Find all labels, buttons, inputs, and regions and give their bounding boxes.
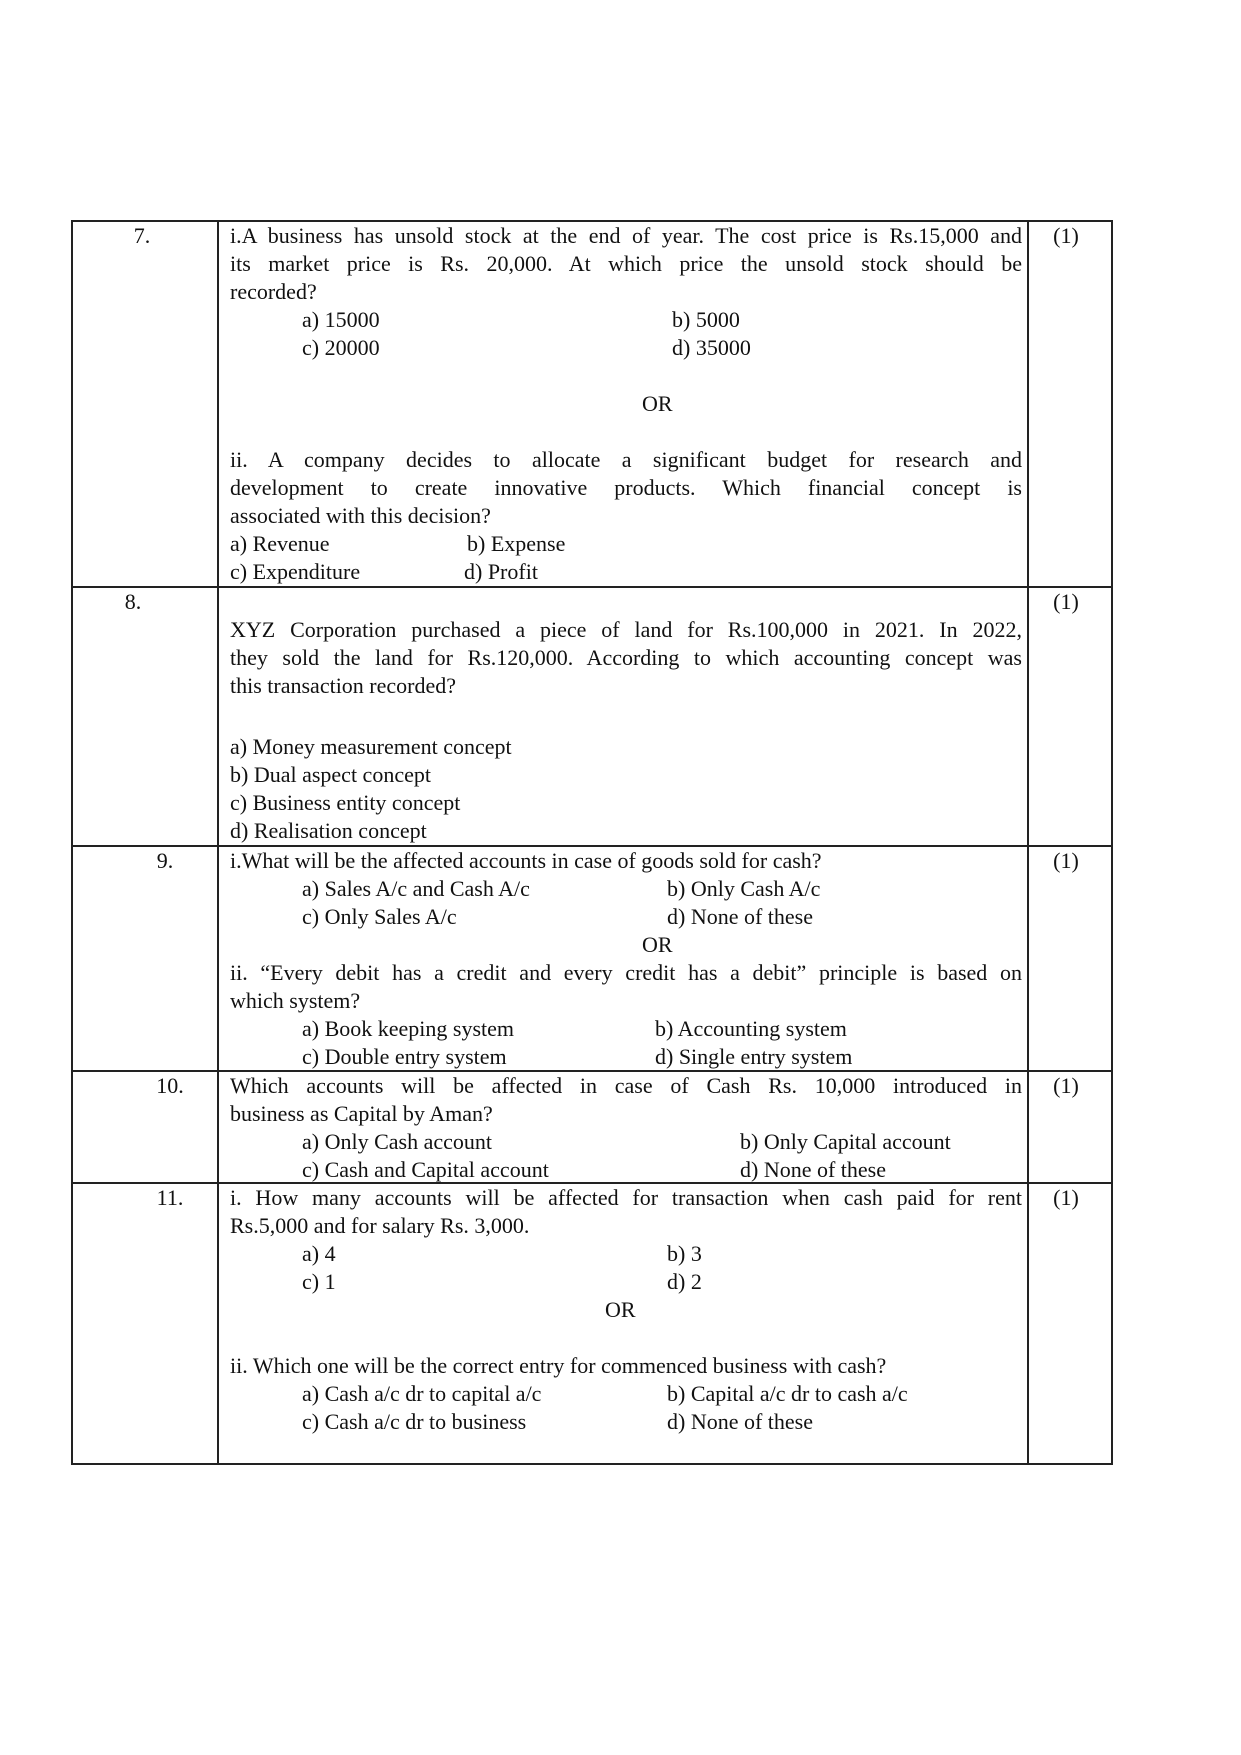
- q11-text-line-1: i. How many accounts will be affected for transaction when cash paid for rent: [230, 1185, 1022, 1210]
- q10-option-a: a) Only Cash account: [302, 1129, 492, 1154]
- q10-option-d: d) None of these: [740, 1157, 887, 1182]
- q11-text-line-2: Rs.5,000 and for salary Rs. 3,000.: [230, 1213, 530, 1238]
- row-divider-7-8: [71, 586, 1113, 588]
- q9-alt-option-a: a) Book keeping system: [302, 1016, 515, 1041]
- question-number-9: 9.: [156, 848, 174, 873]
- column-divider-marks: [1027, 220, 1029, 1464]
- question-number-8: 8.: [124, 589, 142, 614]
- q7-or-separator: OR: [642, 391, 673, 416]
- q7-option-b: b) 5000: [672, 307, 740, 332]
- q8-option-b: b) Dual aspect concept: [230, 762, 431, 787]
- table-border-right: [1111, 220, 1113, 1464]
- q9-option-d: d) None of these: [667, 904, 814, 929]
- q7-option-c: c) 20000: [302, 335, 380, 360]
- q11-alt-option-a: a) Cash a/c dr to capital a/c: [302, 1381, 542, 1406]
- q11-option-d: d) 2: [667, 1269, 702, 1294]
- q8-text-line-3: this transaction recorded?: [230, 673, 457, 698]
- table-border-bottom: [71, 1463, 1113, 1465]
- q9-alt-option-b: b) Accounting system: [655, 1016, 847, 1041]
- q9-option-b: b) Only Cash A/c: [667, 876, 821, 901]
- marks-q11: (1): [1053, 1185, 1079, 1210]
- q8-option-d: d) Realisation concept: [230, 818, 427, 843]
- marks-q8: (1): [1053, 589, 1079, 614]
- q9-option-c: c) Only Sales A/c: [302, 904, 457, 929]
- q7-alt-option-a: a) Revenue: [230, 531, 330, 556]
- marks-q7: (1): [1053, 223, 1079, 248]
- q7-alt-option-b: b) Expense: [467, 531, 566, 556]
- q9-alt-option-d: d) Single entry system: [655, 1044, 853, 1069]
- q10-text-line-1: Which accounts will be affected in case of Cash Rs. 10,000 introduced in: [230, 1073, 1022, 1098]
- marks-q9: (1): [1053, 848, 1079, 873]
- q9-alt-text-line-2: which system?: [230, 988, 361, 1013]
- q11-option-b: b) 3: [667, 1241, 702, 1266]
- q7-text-line-2: its market price is Rs. 20,000. At which price the unsold stock should be: [230, 251, 1022, 276]
- q7-alt-option-d: d) Profit: [464, 559, 538, 584]
- q8-text-line-2: they sold the land for Rs.120,000. According to which accounting concept was: [230, 645, 1022, 670]
- q9-text-line-1: i.What will be the affected accounts in case of goods sold for cash?: [230, 848, 822, 873]
- q7-alt-text-line-3: associated with this decision?: [230, 503, 491, 528]
- table-border-left: [71, 220, 73, 1464]
- q11-option-a: a) 4: [302, 1241, 336, 1266]
- q8-option-a: a) Money measurement concept: [230, 734, 512, 759]
- q9-option-a: a) Sales A/c and Cash A/c: [302, 876, 530, 901]
- q7-text-line-1: i.A business has unsold stock at the end of year. The cost price is Rs.15,000 and: [230, 223, 1022, 248]
- question-number-7: 7.: [133, 223, 151, 248]
- marks-q10: (1): [1053, 1073, 1079, 1098]
- q11-alt-text-line-1: ii. Which one will be the correct entry for commenced business with cash?: [230, 1353, 887, 1378]
- q7-text-line-3: recorded?: [230, 279, 317, 304]
- q11-alt-option-d: d) None of these: [667, 1409, 814, 1434]
- q10-text-line-2: business as Capital by Aman?: [230, 1101, 493, 1126]
- q8-text-line-1: XYZ Corporation purchased a piece of land for Rs.100,000 in 2021. In 2022,: [230, 617, 1022, 642]
- q11-option-c: c) 1: [302, 1269, 336, 1294]
- q7-option-d: d) 35000: [672, 335, 751, 360]
- q9-or-separator: OR: [642, 932, 673, 957]
- q7-alt-text-line-2: development to create innovative products. Which financial concept is: [230, 475, 1022, 500]
- q11-alt-option-c: c) Cash a/c dr to business: [302, 1409, 527, 1434]
- q10-option-b: b) Only Capital account: [740, 1129, 951, 1154]
- q10-option-c: c) Cash and Capital account: [302, 1157, 549, 1182]
- question-number-11: 11.: [156, 1185, 184, 1210]
- q7-option-a: a) 15000: [302, 307, 380, 332]
- q8-option-c: c) Business entity concept: [230, 790, 461, 815]
- q9-alt-text-line-1: ii. “Every debit has a credit and every credit has a debit” principle is based on: [230, 960, 1022, 985]
- q7-alt-option-c: c) Expenditure: [230, 559, 361, 584]
- q11-alt-option-b: b) Capital a/c dr to cash a/c: [667, 1381, 908, 1406]
- q9-alt-option-c: c) Double entry system: [302, 1044, 507, 1069]
- question-number-10: 10.: [156, 1073, 184, 1098]
- column-divider-number: [217, 220, 219, 1464]
- q11-or-separator: OR: [605, 1297, 636, 1322]
- q7-alt-text-line-1: ii. A company decides to allocate a significant budget for research and: [230, 447, 1022, 472]
